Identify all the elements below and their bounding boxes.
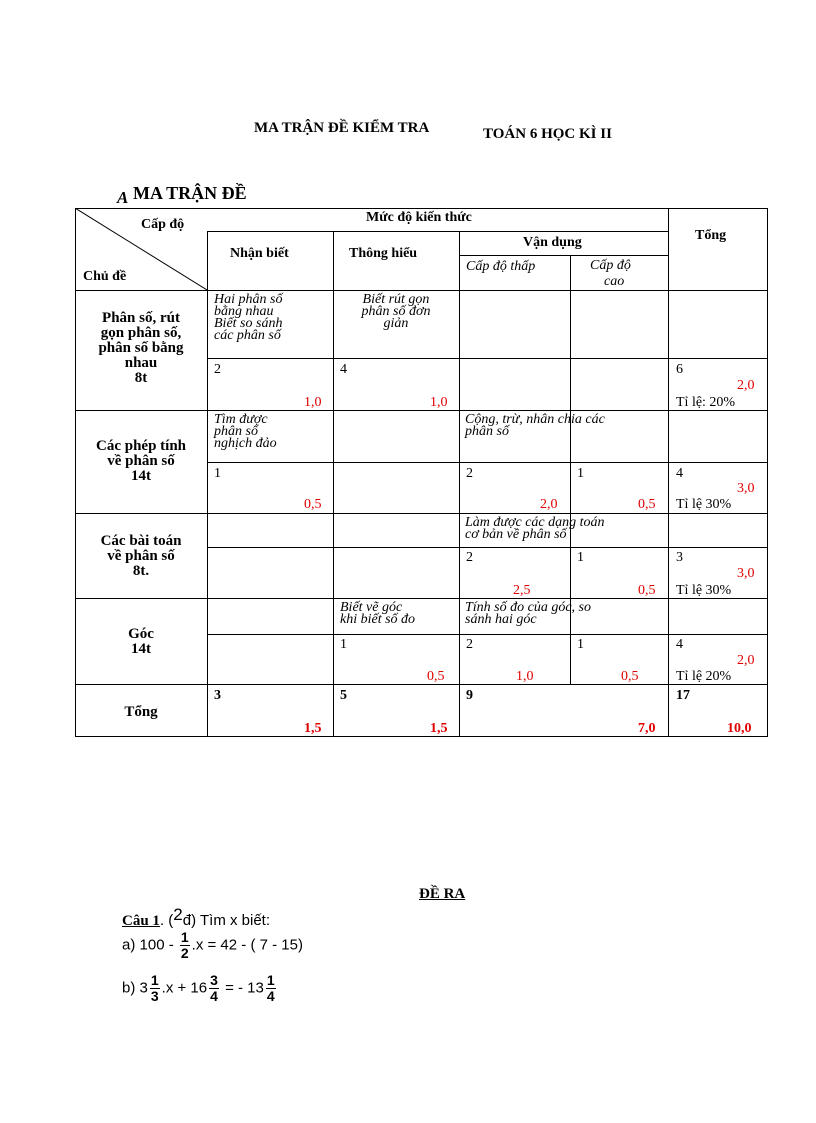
row2-vdt-count: 2 bbox=[466, 466, 473, 481]
header-cap-do-thap: Cấp độ thấp bbox=[466, 259, 536, 274]
row1-th-desc-line2: phân số đơn bbox=[361, 304, 431, 319]
row4-ratio: Tỉ lệ 20% bbox=[676, 669, 732, 684]
header-chu-de: Chủ đề bbox=[83, 269, 127, 284]
part-b-prefix: b) 3 bbox=[122, 979, 148, 997]
row2-nb-desc-line3: nghịch đảo bbox=[214, 436, 277, 451]
row2-vd-desc-line1: Cộng, trừ, nhân chia các bbox=[465, 412, 605, 427]
header-van-dung: Vận dụng bbox=[523, 235, 582, 250]
row4-vdc-score: 0,5 bbox=[621, 669, 639, 684]
row1-nb-count: 2 bbox=[214, 362, 221, 377]
part-b-fraction-2 bbox=[209, 973, 219, 1004]
row2-vdc-score: 0,5 bbox=[638, 497, 656, 512]
row1-nb-desc bbox=[214, 294, 282, 342]
question-points-close: đ) Tìm x biết: bbox=[182, 912, 270, 929]
header-cap-do-cao-1: Cấp độ bbox=[590, 258, 631, 273]
question-part-a bbox=[122, 930, 303, 961]
row3-topic-line1: Các bài toán bbox=[100, 533, 182, 549]
row3-vdt-score: 2,5 bbox=[513, 583, 531, 598]
row1-ratio: Tỉ lệ: 20% bbox=[676, 395, 736, 410]
part-b-frac1-den: 3 bbox=[150, 988, 159, 1004]
section-letter: A bbox=[117, 188, 129, 207]
row1-nb-desc-line4: các phân số bbox=[214, 328, 281, 343]
row1-th-score: 1,0 bbox=[430, 395, 448, 410]
part-b-frac1-num: 1 bbox=[150, 972, 159, 988]
row3-vdc-score: 0,5 bbox=[638, 583, 656, 598]
row1-topic-line2: gọn phân số, bbox=[100, 325, 182, 341]
row4-vd-desc bbox=[465, 602, 591, 626]
row2-vdt-score: 2,0 bbox=[540, 497, 558, 512]
section-title: MA TRẬN ĐỀ bbox=[133, 183, 247, 203]
total-vd-score: 7,0 bbox=[638, 721, 656, 736]
row4-vdt-count: 2 bbox=[466, 637, 473, 652]
table-line-h5 bbox=[75, 410, 767, 411]
row1-topic bbox=[78, 311, 204, 386]
row3-topic bbox=[78, 534, 204, 579]
table-line-h11 bbox=[75, 684, 767, 685]
table-line-h10 bbox=[207, 634, 767, 635]
row2-topic-line2: về phân số bbox=[107, 453, 175, 469]
header-cap-do-cao-2: cao bbox=[604, 274, 625, 289]
row2-vd-desc-line2: phân số bbox=[465, 424, 509, 439]
part-b-mid2: = - 13 bbox=[220, 979, 264, 997]
table-line-v1 bbox=[207, 231, 208, 737]
row1-nb-desc-line2: bằng nhau bbox=[214, 304, 274, 319]
row3-ratio: Tỉ lệ 30% bbox=[676, 583, 732, 598]
row4-th-desc-line1: Biết vẽ góc bbox=[340, 600, 403, 615]
total-row-label: Tổng bbox=[124, 704, 158, 720]
doc-title-part2: TOÁN 6 HỌC KÌ II bbox=[483, 126, 612, 142]
question-part-b bbox=[122, 973, 278, 1004]
row3-vdc-count: 1 bbox=[577, 550, 584, 565]
question-label: Câu 1 bbox=[122, 913, 160, 929]
part-b-frac2-num: 3 bbox=[210, 972, 218, 988]
row1-topic-line5: 8t bbox=[134, 370, 148, 386]
row2-nb-count: 1 bbox=[214, 466, 221, 481]
total-nb-count: 3 bbox=[214, 688, 221, 703]
row3-total-score: 3,0 bbox=[737, 566, 755, 581]
table-line-h9 bbox=[75, 598, 767, 599]
row2-nb-score: 0,5 bbox=[304, 497, 322, 512]
row2-ratio: Tỉ lệ 30% bbox=[676, 497, 732, 512]
part-b-frac3-num: 1 bbox=[266, 972, 275, 988]
row4-th-score: 0,5 bbox=[427, 669, 445, 684]
row2-vdc-count: 1 bbox=[577, 466, 584, 481]
row3-vdt-count: 2 bbox=[466, 550, 473, 565]
header-muc-do: Mức độ kiến thức bbox=[366, 210, 472, 225]
question-points: 2 bbox=[173, 905, 183, 924]
table-border-right bbox=[767, 208, 768, 737]
row4-total-score: 2,0 bbox=[737, 653, 755, 668]
row2-nb-desc bbox=[214, 414, 277, 450]
table-line-h6 bbox=[207, 462, 767, 463]
row4-vdc-count: 1 bbox=[577, 637, 584, 652]
row1-th-desc-line3: giản bbox=[383, 316, 409, 331]
row2-vd-desc bbox=[465, 414, 605, 438]
table-line-h2 bbox=[459, 255, 668, 256]
row3-total-count: 3 bbox=[676, 550, 683, 565]
row4-topic-line1: Góc bbox=[128, 626, 154, 642]
row3-vd-desc-line2: cơ bản về phân số bbox=[465, 527, 567, 542]
row2-nb-desc-line2: phân số bbox=[214, 424, 258, 439]
row3-topic-line2: về phân số bbox=[107, 548, 175, 564]
row1-th-desc-line1: Biết rút gọn bbox=[362, 292, 430, 307]
row4-vd-desc-line1: Tính số đo của góc, so bbox=[465, 600, 591, 615]
row4-th-desc-line2: khi biết số đo bbox=[340, 612, 416, 627]
question-points-open: . ( bbox=[159, 912, 174, 929]
row3-vd-desc bbox=[465, 517, 605, 541]
row1-nb-score: 1,0 bbox=[304, 395, 322, 410]
header-nhan-biet: Nhận biết bbox=[230, 246, 289, 261]
total-all-score: 10,0 bbox=[727, 721, 752, 736]
row4-th-desc bbox=[340, 602, 415, 626]
part-b-frac3-den: 4 bbox=[266, 988, 275, 1004]
row4-th-count: 1 bbox=[340, 637, 347, 652]
part-b-mid: .x + 16 bbox=[161, 979, 208, 997]
total-vd-count: 9 bbox=[466, 688, 473, 703]
part-b-fraction-3 bbox=[266, 973, 276, 1004]
part-a-frac-den: 2 bbox=[180, 945, 189, 961]
row1-topic-line1: Phân số, rút bbox=[102, 310, 180, 326]
total-th-count: 5 bbox=[340, 688, 347, 703]
row2-topic-line3: 14t bbox=[131, 468, 151, 484]
table-line-v5 bbox=[668, 208, 669, 737]
de-ra-heading: ĐỀ RA bbox=[419, 886, 466, 902]
part-b-fraction-1 bbox=[150, 973, 160, 1004]
row2-topic-line1: Các phép tính bbox=[95, 438, 187, 454]
doc-title-part1: MA TRẬN ĐỀ KIỂM TRA bbox=[254, 120, 430, 136]
table-line-v3 bbox=[459, 231, 460, 737]
row4-vd-desc-line2: sánh hai góc bbox=[465, 612, 537, 627]
row4-total-count: 4 bbox=[676, 637, 683, 652]
row1-topic-line3: phân số bằng bbox=[98, 340, 184, 356]
table-line-h1 bbox=[207, 231, 668, 232]
header-tong: Tổng bbox=[695, 228, 727, 243]
row1-total-score: 2,0 bbox=[737, 378, 755, 393]
row4-topic-line2: 14t bbox=[131, 641, 151, 657]
part-a-frac-num: 1 bbox=[180, 929, 189, 945]
table-line-h4 bbox=[207, 358, 767, 359]
header-thong-hieu: Thông hiểu bbox=[349, 246, 418, 261]
row2-total-score: 3,0 bbox=[737, 481, 755, 496]
table-line-h7 bbox=[75, 513, 767, 514]
part-a-rest: .x = 42 - ( 7 - 15) bbox=[191, 936, 303, 954]
total-th-score: 1,5 bbox=[430, 721, 448, 736]
row2-topic bbox=[78, 439, 204, 484]
row1-th-desc bbox=[333, 294, 459, 330]
total-all-count: 17 bbox=[676, 688, 690, 703]
row4-vdt-score: 1,0 bbox=[516, 669, 534, 684]
row1-nb-desc-line1: Hai phân số bbox=[214, 292, 283, 307]
question-1-header bbox=[122, 905, 270, 930]
row3-vd-desc-line1: Làm được các dạng toán bbox=[465, 515, 605, 530]
row3-topic-line3: 8t. bbox=[132, 563, 150, 579]
part-b-frac2-den: 4 bbox=[210, 988, 218, 1004]
table-border-bottom bbox=[75, 736, 767, 737]
row2-nb-desc-line1: Tìm được bbox=[214, 412, 268, 427]
row1-th-count: 4 bbox=[340, 362, 347, 377]
table-line-h8 bbox=[207, 547, 767, 548]
row2-total-count: 4 bbox=[676, 466, 683, 481]
part-a-prefix: a) 100 - bbox=[122, 936, 174, 954]
header-cap-do: Cấp độ bbox=[141, 217, 185, 232]
row1-nb-desc-line3: Biết so sánh bbox=[214, 316, 283, 331]
total-nb-score: 1,5 bbox=[304, 721, 322, 736]
row1-topic-line4: nhau bbox=[124, 355, 158, 371]
part-a-fraction bbox=[180, 930, 190, 961]
row4-topic bbox=[78, 627, 204, 657]
row1-total-count: 6 bbox=[676, 362, 683, 377]
